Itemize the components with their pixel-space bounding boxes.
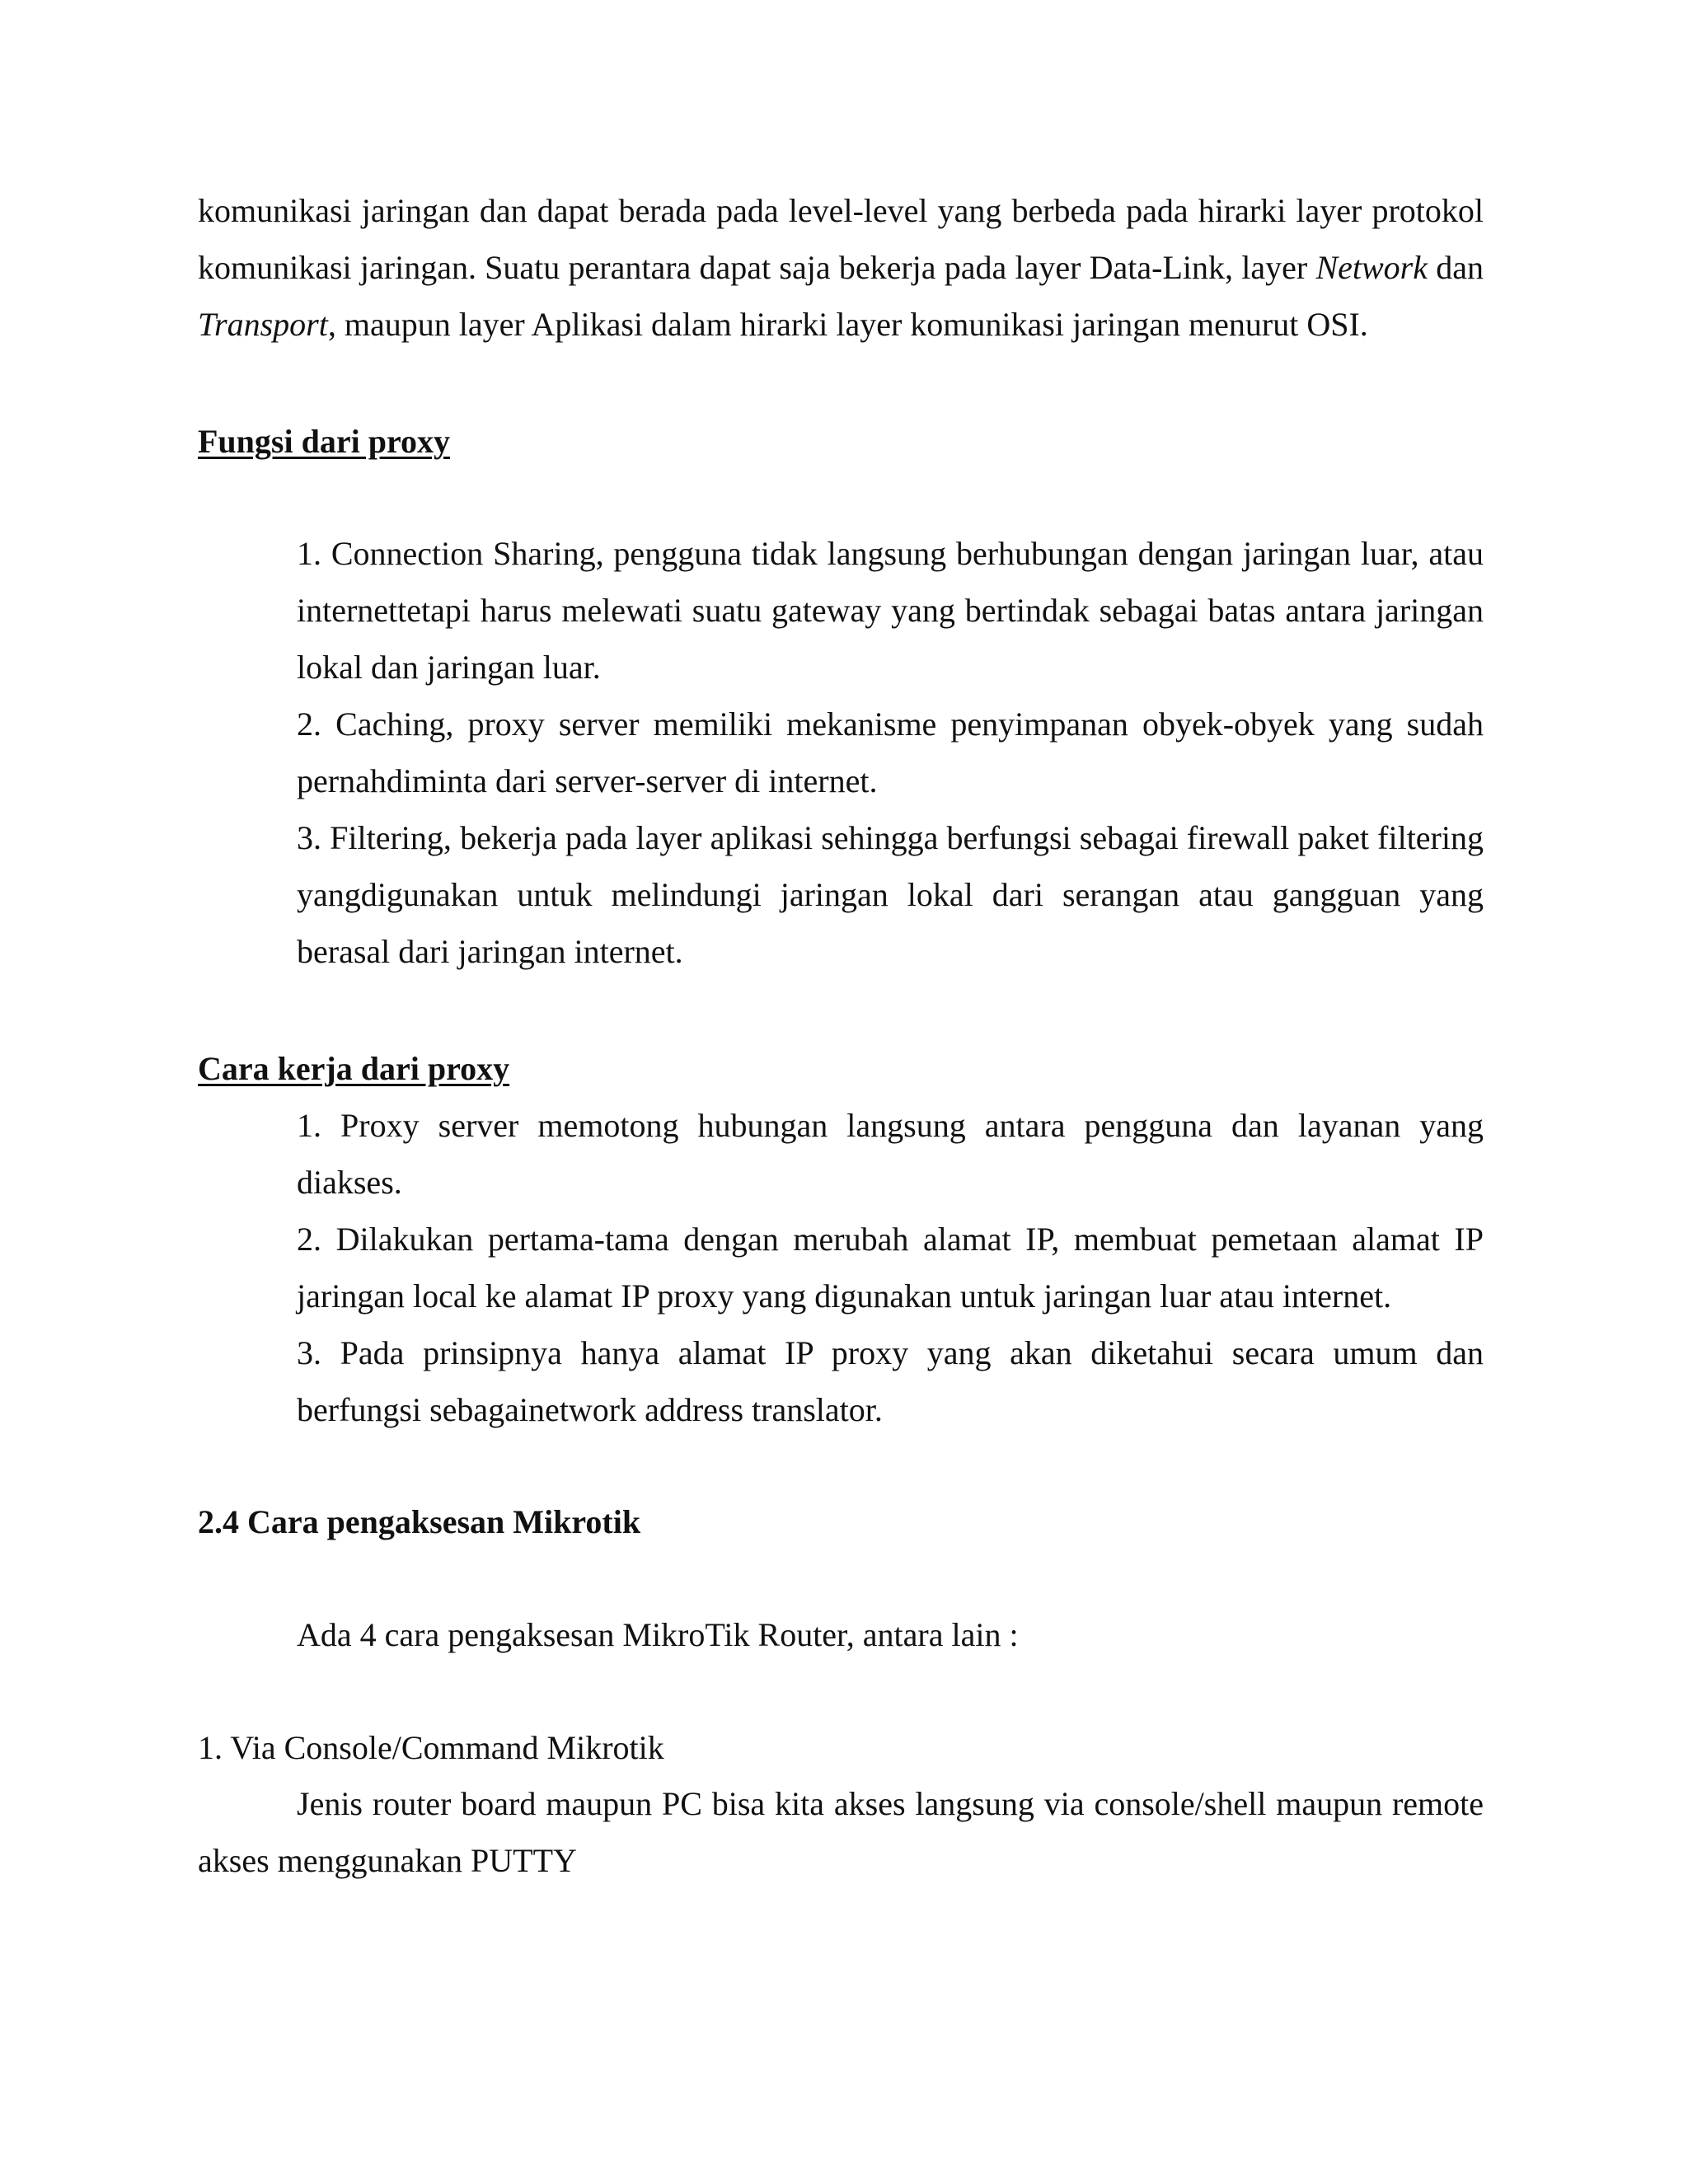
cara-kerja-heading: Cara kerja dari proxy <box>198 1050 510 1087</box>
fungsi-item-3: 3. Filtering, bekerja pada layer aplikasi sehingga berfungsi sebagai firewall paket filtering yangdigunakan untuk melindungi jaringan lokal dari serangan atau gangguan yang berasal dari jaringan internet. <box>297 819 1484 970</box>
cara-kerja-item-2: 2. Dilakukan pertama-tama dengan merubah alamat IP, membuat pemetaan alamat IP jaringan local ke alamat IP proxy yang digunakan untuk jaringan luar atau internet. <box>297 1221 1484 1315</box>
cara-kerja-list <box>297 1097 1484 1438</box>
section-2-4-intro: Ada 4 cara pengaksesan MikroTik Router, antara lain : <box>297 1616 1019 1653</box>
cara-kerja-item-1: 1. Proxy server memotong hubungan langsung antara pengguna dan layanan yang diakses. <box>297 1107 1484 1201</box>
intro-text-1: komunikasi jaringan dan dapat berada pada level-level yang berbeda pada hirarki layer protokol komunikasi jaringan. Suatu perantara dapat saja bekerja pada layer Data-Link, layer <box>198 192 1484 286</box>
fungsi-list <box>297 525 1484 980</box>
fungsi-item-1: 1. Connection Sharing, pengguna tidak langsung berhubungan dengan jaringan luar, atau internettetapi harus melewati suatu gateway yang bertindak sebagai batas antara jaringan lokal dan jaringan luar. <box>297 535 1484 686</box>
section-2-4-heading: 2.4 Cara pengaksesan Mikrotik <box>198 1503 641 1540</box>
intro-text-2: dan <box>1428 249 1484 286</box>
via-console-body: Jenis router board maupun PC bisa kita akses langsung via console/shell maupun remote akses menggunakan PUTTY <box>198 1785 1484 1879</box>
fungsi-item-2: 2. Caching, proxy server memiliki mekanisme penyimpanan obyek-obyek yang sudah pernahdiminta dari server-server di internet. <box>297 705 1484 799</box>
intro-text-3: , maupun layer Aplikasi dalam hirarki layer komunikasi jaringan menurut OSI. <box>327 306 1368 343</box>
cara-kerja-item-3: 3. Pada prinsipnya hanya alamat IP proxy yang akan diketahui secara umum dan berfungsi sebagainetwork address translator. <box>297 1334 1484 1428</box>
intro-transport-italic: Transport <box>198 306 328 343</box>
intro-network-italic: Network <box>1315 249 1428 286</box>
intro-paragraph <box>198 182 1484 353</box>
fungsi-heading: Fungsi dari proxy <box>198 423 450 460</box>
via-console-title: 1. Via Console/Command Mikrotik <box>198 1729 664 1766</box>
